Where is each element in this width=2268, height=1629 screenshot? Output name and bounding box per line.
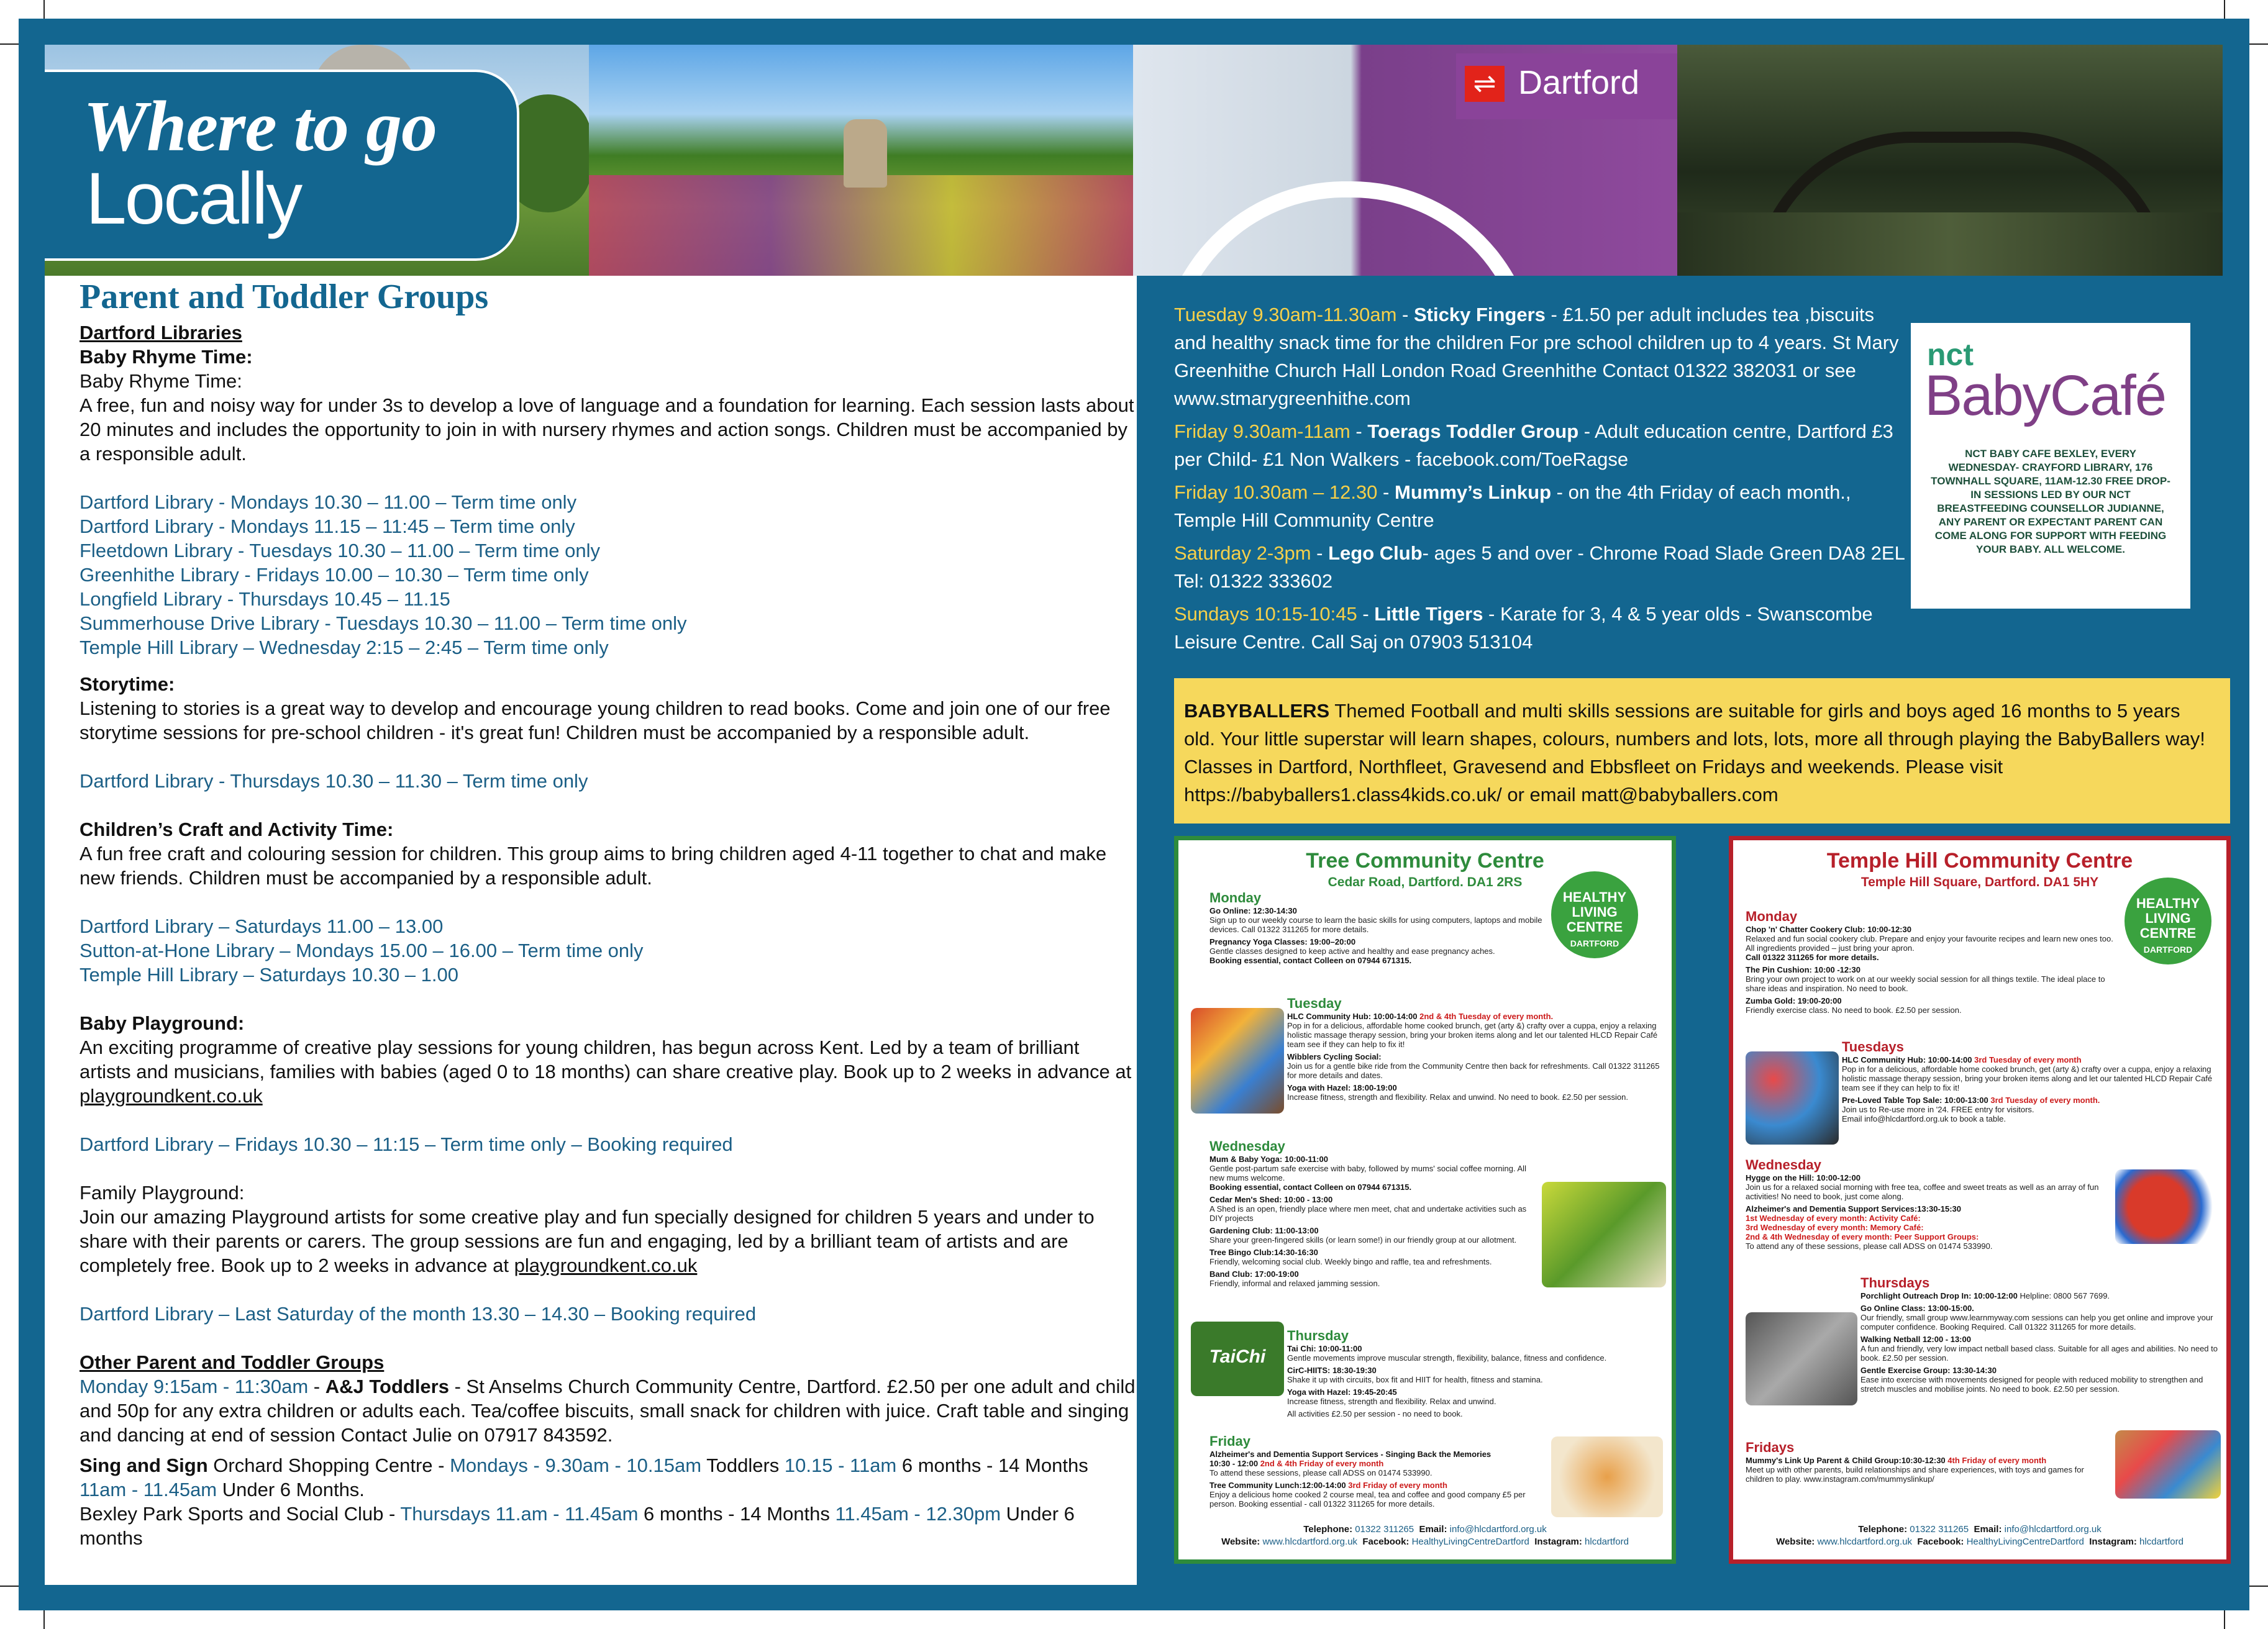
- event-title: Alzheimer's and Dementia Support Services - Singing Back the Memories: [1209, 1450, 1492, 1459]
- bp-t1: Bexley Park Sports and Social Club -: [80, 1503, 401, 1525]
- craft-desc: A fun free craft and colouring session for children. This group aims to bring children aged 4-11 together to chat and make new friends. Children must be accompanied by a responsible adult.: [80, 843, 1107, 889]
- babyballers-name: BABYBALLERS: [1184, 700, 1330, 722]
- day-label: Fridays: [1746, 1440, 1795, 1455]
- babycafe-desc: NCT BABY CAFE BEXLEY, EVERY WEDNESDAY- CRAYFORD LIBRARY, 176 TOWNHALL SQUARE, 11AM-12.30 FREE DROP-IN SESSIONS LED BY OUR NCT BREASTFEEDING COUNSELLOR JUDIANNE, ANY PARENT OR EXPECTANT PARENT CAN COME ALONG FOR SUPPORT WITH FEEDING YOUR BABY. ALL WELCOME.: [1931, 448, 2170, 555]
- fb-link[interactable]: HealthyLivingCentreDartford: [1411, 1536, 1529, 1547]
- event-title: Mum & Baby Yoga: 10:00-11:00: [1209, 1155, 1328, 1164]
- event-desc: Friendly, welcoming social club. Weekly bingo and raffle, tea and refreshments.: [1209, 1257, 1492, 1266]
- event-desc: Gentle movements improve muscular strength, flexibility, balance, fitness and confidence.: [1287, 1353, 1607, 1363]
- temple-centre-address: Temple Hill Square, Dartford. DA1 5HY: [1860, 875, 2099, 889]
- event-desc: Increase fitness, strength and flexibility. Relax and unwind. No need to book. £2.50 per session.: [1287, 1092, 1628, 1102]
- fb-label: Facebook:: [1362, 1536, 1410, 1547]
- event-title: Go Online: 12:30-14:30: [1209, 906, 1297, 915]
- tree-friday: [1209, 1433, 1545, 1512]
- event-desc: All activities £2.50 per session - no need to book.: [1287, 1409, 1463, 1418]
- bp-t2: Thursdays 11.am - 11.45am: [400, 1503, 639, 1525]
- lego-time: Saturday 2-3pm: [1174, 542, 1311, 564]
- event-desc: Join us to Re-use more in '24. FREE entry for visitors.: [1842, 1105, 2034, 1114]
- sing-and-sign: [80, 1453, 1136, 1502]
- spacer: [80, 793, 1136, 817]
- right-text: [1174, 301, 1907, 661]
- event-desc: Booking essential, contact Colleen on 07944 671315.: [1209, 956, 1412, 965]
- toys-icon: [2115, 1430, 2221, 1499]
- left-content: [80, 276, 1136, 1550]
- linkup-sep: -: [1377, 481, 1395, 503]
- spacer: [80, 466, 1136, 490]
- ss-t4: 10.15 - 11am: [784, 1454, 897, 1476]
- session-item: Dartford Library – Saturdays 11.00 – 13.00: [80, 915, 444, 937]
- event-desc: Helpline: 0800 567 7699.: [2020, 1291, 2110, 1300]
- event-note: 1st Wednesday of every month: Activity Café:: [1746, 1214, 1921, 1223]
- baby-rhyme-desc: A free, fun and noisy way for under 3s to develop a love of language and a foundation for learning. Each session lasts about 20 minutes and includes the opportunity to join in with nursery rhymes and action songs. Children must be accompanied by a responsible adult.: [80, 394, 1134, 465]
- logo-text: [1551, 890, 1638, 950]
- station-photo: [1133, 45, 1677, 276]
- tree-centre-card: [1174, 836, 1676, 1564]
- event-desc: Gentle classes designed to keep active and healthy and ease pregnancy aches.: [1209, 946, 1495, 956]
- email-label: Email:: [1419, 1524, 1447, 1535]
- tree-centre-address: Cedar Road, Dartford. DA1 2RS: [1328, 875, 1523, 889]
- paintbrush-icon: [1191, 1008, 1284, 1114]
- temple-footer: [1733, 1523, 2226, 1548]
- event-title: Gentle Exercise Group: 13:30-14:30: [1860, 1366, 1997, 1375]
- tai-chi-label: TaiChi: [1209, 1346, 1266, 1367]
- laptop-icon: [1746, 1312, 1857, 1405]
- ig-link[interactable]: hlcdartford: [1585, 1536, 1629, 1547]
- craft-title: Children’s Craft and Activity Time:: [80, 819, 394, 840]
- temple-wednesday: [1746, 1157, 2112, 1254]
- urn-shape: [844, 119, 887, 188]
- fb-label: Facebook:: [1917, 1536, 1964, 1547]
- temple-centre-title: Temple Hill Community Centre: [1826, 849, 2133, 873]
- event-desc: Shake it up with circuits, box fit and HIIT for health, fitness and stamina.: [1287, 1375, 1543, 1384]
- day-label: Monday: [1746, 909, 1798, 924]
- event-desc: Bring your own project to work on at our weekly social session for all things textile. The ideal place to share ideas and inspiration. No need to book.: [1746, 974, 2105, 993]
- ss-t1: Orchard Shopping Centre -: [207, 1454, 450, 1476]
- day-label: Friday: [1209, 1433, 1251, 1449]
- event-title: 10:30 - 12:00: [1209, 1459, 1259, 1468]
- event-desc: Meet up with other parents, build relationships and share experiences, with toys and games for children to play. www.instagram.com/mummyslinkup/: [1746, 1465, 2084, 1484]
- lego-club: [1174, 539, 1907, 595]
- day-label: Thursdays: [1860, 1275, 1930, 1291]
- sticky-name: Sticky Fingers: [1414, 304, 1546, 325]
- session-item: Temple Hill Library – Wednesday 2:15 – 2:45 – Term time only: [80, 637, 609, 658]
- event-title: Porchlight Outreach Drop In: 10:00-12:00: [1860, 1291, 2018, 1300]
- pie-icon: [1551, 1436, 1663, 1517]
- event-title: Go Online Class: 13:00-15:00.: [1860, 1304, 1974, 1313]
- ig-link[interactable]: hlcdartford: [2139, 1536, 2184, 1547]
- event-desc: Email info@hlcdartford.org.uk to book a table.: [1842, 1114, 2006, 1123]
- aj-toddlers: [80, 1374, 1136, 1447]
- session-item: Fleetdown Library - Tuesdays 10.30 – 11.00 – Term time only: [80, 540, 601, 561]
- water-shape: [1677, 212, 2223, 276]
- event-desc: Share your green-fingered skills (or learn some!) in our friendly group at our allotment.: [1209, 1235, 1517, 1245]
- ss-t5: 6 months - 14 Months: [896, 1454, 1088, 1476]
- spacer: [80, 660, 1136, 672]
- family-desc: [80, 1205, 1136, 1277]
- babycafe-logo: BabyCafé: [1924, 364, 2166, 427]
- logo-l2: LIVING: [1572, 904, 1618, 920]
- playground-desc: [80, 1035, 1136, 1108]
- event-title: Zumba Gold: 19:00-20:00: [1746, 996, 1842, 1005]
- day-label: Thursday: [1287, 1328, 1349, 1343]
- event-title: Tree Bingo Club:14:30-16:30: [1209, 1248, 1318, 1257]
- spacer: [80, 890, 1136, 914]
- nct-logo: nct: [1927, 337, 1974, 372]
- event-desc: Enjoy a delicious home cooked 2 course meal, tea and coffee and good company £5 per person. Booking essential - call 01322 311265 for more details.: [1209, 1490, 1526, 1509]
- event-title: HLC Community Hub: 10:00-14:00: [1287, 1012, 1418, 1021]
- babyballers-box: [1174, 678, 2230, 824]
- station-sign: [1456, 53, 1677, 119]
- event-title: Mummy's Link Up Parent & Child Group:10:30-12:30: [1746, 1456, 1946, 1465]
- session-item: Longfield Library - Thursdays 10.45 – 11.15: [80, 588, 450, 610]
- event-desc: Our friendly, small group www.learnmyway.com sessions can help you get online and improve your computer confidence. Booking Required. Call 01322 311265 for more details.: [1860, 1313, 2213, 1332]
- gardening-icon: [1542, 1182, 1666, 1287]
- event-title: Tai Chi: 10:00-11:00: [1287, 1344, 1362, 1353]
- event-desc: Pop in for a delicious, affordable home cooked brunch, get (arty &) crafty over a cuppa, enjoy a relaxing holistic massage therapy session, bring your broken items along and let our talented HLCD Repair Café team see if they can help to fix it!: [1287, 1021, 1658, 1049]
- playground-link[interactable]: playgroundkent.co.uk: [80, 1085, 263, 1107]
- healthy-living-logo: [2125, 878, 2211, 971]
- event-note: 4th Friday of every month: [1947, 1456, 2047, 1465]
- tigers-name: Little Tigers: [1374, 603, 1483, 625]
- web-link[interactable]: www.hlcdartford.org.uk: [1262, 1536, 1358, 1547]
- event-desc: Relaxed and fun social cookery club. Prepare and enjoy your favourite recipes and learn new ones too. All ingredients provided – just bring your apron.: [1746, 934, 2113, 953]
- storytime-desc: Listening to stories is a great way to develop and encourage young children to read books. Come and join one of our free storytime sessions for pre-school children - it's great fun! Children must be accompanied by a responsible adult.: [80, 697, 1111, 743]
- tel-value: 01322 311265: [1355, 1524, 1414, 1535]
- event-title: CirC-HIITS: 18:30-19:30: [1287, 1366, 1377, 1375]
- baby-rhyme-subtitle: Baby Rhyme Time:: [80, 370, 242, 392]
- other-groups-title: Other Parent and Toddler Groups: [80, 1351, 385, 1373]
- temple-thursday: [1860, 1275, 2224, 1397]
- event-desc: Join us for a relaxed social morning with free tea, coffee and sweet treats as well as an array of fun activities! No need to book, just come along.: [1746, 1182, 2099, 1201]
- bp-t3: 6 months - 14 Months: [638, 1503, 836, 1525]
- ss-t6: 11am - 11.45am: [80, 1479, 217, 1500]
- email-link[interactable]: info@hlcdartford.org.uk: [1449, 1524, 1547, 1535]
- spacer: [80, 1447, 1136, 1453]
- table-tennis-icon: [2115, 1169, 2221, 1244]
- event-note: 3rd Tuesday of every month.: [1990, 1096, 2100, 1105]
- event-note: 3rd Wednesday of every month: Memory Café:: [1746, 1223, 1924, 1232]
- temple-centre-card: [1729, 836, 2231, 1564]
- event-title: Pre-Loved Table Top Sale: 10:00-13:00: [1842, 1096, 1988, 1105]
- family-link[interactable]: playgroundkent.co.uk: [514, 1255, 698, 1276]
- logo-text: [2125, 896, 2211, 956]
- station-sign-text: Dartford: [1518, 64, 1640, 101]
- bp-t5: Under 6 months: [80, 1503, 1075, 1549]
- aj-desc: - St Anselms Church Community Centre, Dartford. £2.50 per one adult and child and 50p for any extra children or adults each. Tea/coffee biscuits, small snack for children with juice. Craft table and singing and dancing at end of session Contact Julie on 07917 843592.: [80, 1376, 1136, 1446]
- tree-tuesday: [1287, 996, 1666, 1105]
- flower-bed-shape: [589, 175, 1133, 276]
- logo-l1: HEALTHY: [1562, 889, 1627, 905]
- aj-name: A&J Toddlers: [325, 1376, 449, 1397]
- bp-t4: 11.45am - 12.30pm: [835, 1503, 1001, 1525]
- aj-time: Monday 9:15am - 11:30am: [80, 1376, 309, 1397]
- toerags-desc: - Adult education centre, Dartford £3 per Child- £1 Non Walkers - facebook.com/ToeRagse: [1174, 420, 1893, 470]
- babyballers-desc: Themed Football and multi skills sessions are suitable for girls and boys aged 16 months to 5 years old. Your little superstar will learn shapes, colours, numbers and lots, lots, more all through playing the BabyBallers way! Classes in Dartford, Northfleet, Gravesend and Ebbsfleet on Fridays and weekends. Please visit https://babyballers1.class4kids.co.uk/ or email matt@babyballers.com: [1184, 700, 2205, 805]
- spacer: [80, 1108, 1136, 1132]
- web-label: Website:: [1776, 1536, 1815, 1547]
- event-desc: To attend any of these sessions, please call ADSS on 01474 533990.: [1746, 1241, 1993, 1251]
- session-item: Dartford Library - Mondays 10.30 – 11.00 – Term time only: [80, 491, 577, 513]
- linkup-desc: - on the 4th Friday of each month., Temple Hill Community Centre: [1174, 481, 1851, 531]
- event-title: Yoga with Hazel: 19:45-20:45: [1287, 1387, 1397, 1397]
- tigers-sep: -: [1357, 603, 1375, 625]
- ss-t3: Toddlers: [701, 1454, 785, 1476]
- logo-l1: HEALTHY: [2136, 896, 2200, 911]
- event-desc: Gentle post-partum safe exercise with baby, followed by mums' social coffee morning. All new mums welcome.: [1209, 1164, 1526, 1182]
- bexley-park: [80, 1502, 1136, 1550]
- painted-stones-icon: [1746, 1051, 1839, 1145]
- event-desc: Join us for a gentle bike ride from the Community Centre then back for refreshments. Call 01322 311265 for more details and dates.: [1287, 1061, 1660, 1080]
- ss-t2: Mondays - 9.30am - 10.15am: [450, 1454, 702, 1476]
- email-label: Email:: [1974, 1524, 2002, 1535]
- email-link[interactable]: info@hlcdartford.org.uk: [2004, 1524, 2102, 1535]
- event-desc: Friendly exercise class. No need to book. £2.50 per session.: [1746, 1005, 1962, 1015]
- babyballers-text: [1184, 697, 2215, 809]
- day-label: Wednesday: [1209, 1138, 1285, 1154]
- event-title: Wibblers Cycling Social:: [1287, 1052, 1382, 1061]
- arch-shape: [1158, 181, 1538, 276]
- session-item: Dartford Library - Thursdays 10.30 – 11.30 – Term time only: [80, 770, 588, 792]
- rail-icon: ⇌: [1465, 66, 1505, 102]
- toerags-name: Toerags Toddler Group: [1367, 420, 1579, 442]
- event-desc: To attend these sessions, please call ADSS on 01474 533990.: [1209, 1468, 1432, 1477]
- sticky-fingers: [1174, 301, 1907, 412]
- title-line1: Where to go: [83, 87, 437, 166]
- family-desc-text: Join our amazing Playground artists for some creative play and fun specially designed for children 5 years and under to share with their parents or carers. The group sessions are fun and engaging, led by a brilliant team of artists and are completely free. Book up to 2 weeks in advance at: [80, 1206, 1095, 1276]
- event-desc: A fun and friendly, very low impact netball based class. Suitable for all ages and abilities. No need to book. £2.50 per session.: [1860, 1344, 2218, 1363]
- logo-l4: DARTFORD: [1570, 938, 1619, 948]
- event-title: Pregnancy Yoga Classes: 19:00–20:00: [1209, 937, 1356, 946]
- session-item: Dartford Library – Fridays 10.30 – 11:15 – Term time only – Booking required: [80, 1133, 733, 1155]
- spacer: [80, 1277, 1136, 1302]
- web-label: Website:: [1221, 1536, 1260, 1547]
- event-note: 3rd Tuesday of every month: [1974, 1055, 2082, 1064]
- ig-label: Instagram:: [2089, 1536, 2137, 1547]
- family-title: Family Playground:: [80, 1182, 245, 1204]
- playground-desc-text: An exciting programme of creative play sessions for young children, has begun across Kent. Led by a team of brilliant artists and musicians, families with babies (aged 0 to 18 months) can share creative play. Book up to 2 weeks in advance at: [80, 1037, 1132, 1082]
- session-item: Dartford Library – Last Saturday of the month 13.30 – 14.30 – Booking required: [80, 1303, 757, 1325]
- event-desc: Call 01322 311265 for more details.: [1746, 953, 1879, 962]
- logo-l3: CENTRE: [2139, 925, 2197, 941]
- session-item: Greenhithe Library - Fridays 10.00 – 10.30 – Term time only: [80, 564, 589, 586]
- ss-t7: Under 6 Months.: [217, 1479, 365, 1500]
- lego-name: Lego Club: [1328, 542, 1423, 564]
- playground-title: Baby Playground:: [80, 1012, 245, 1034]
- tel-label: Telephone:: [1858, 1524, 1908, 1535]
- tree-monday: [1209, 890, 1545, 968]
- event-desc: Ease into exercise with movements designed for people with reduced mobility to strengthen and stretch muscles and mobilise joints. No need to book. £2.50 per session.: [1860, 1375, 2203, 1394]
- toerags-sep: -: [1350, 420, 1368, 442]
- toerags-time: Friday 9.30am-11am: [1174, 420, 1350, 442]
- event-title: Gardening Club: 11:00-13:00: [1209, 1226, 1319, 1235]
- tree-footer: [1178, 1523, 1672, 1548]
- linkup-name: Mummy’s Linkup: [1395, 481, 1552, 503]
- title-line2: Locally: [86, 158, 301, 240]
- event-title: HLC Community Hub: 10:00-14:00: [1842, 1055, 1972, 1064]
- event-desc: A Shed is an open, friendly place where men meet, chat and undertake activities such as DIY projects: [1209, 1204, 1527, 1223]
- garden-photo: [589, 45, 1133, 276]
- tel-value: 01322 311265: [1910, 1524, 1969, 1535]
- event-note: 2nd & 4th Friday of every month: [1260, 1459, 1384, 1468]
- logo-l4: DARTFORD: [2143, 945, 2193, 955]
- tigers-time: Sundays 10:15-10:45: [1174, 603, 1357, 625]
- linkup-time: Friday 10.30am – 12.30: [1174, 481, 1378, 503]
- little-tigers: [1174, 600, 1907, 656]
- healthy-living-logo: [1551, 871, 1638, 964]
- event-title: The Pin Cushion: 10:00 -12:30: [1746, 965, 1860, 974]
- event-title: Band Club: 17:00-19:00: [1209, 1269, 1299, 1279]
- spacer: [80, 745, 1136, 769]
- section-heading: Parent and Toddler Groups: [80, 278, 489, 316]
- spacer: [80, 1156, 1136, 1181]
- event-desc: Sign up to our weekly course to learn the basic skills for using computers, laptops and mobile devices. Call 01322 311265 for more details.: [1209, 915, 1542, 934]
- baby-rhyme-title: Baby Rhyme Time:: [80, 346, 253, 368]
- event-desc: Increase fitness, strength and flexibility. Relax and unwind.: [1287, 1397, 1496, 1406]
- session-item: Sutton-at-Hone Library – Mondays 15.00 – 16.00 – Term time only: [80, 940, 644, 961]
- logo-l3: CENTRE: [1566, 919, 1623, 935]
- event-title: Chop 'n' Chatter Cookery Club: 10:00-12:30: [1746, 925, 1911, 934]
- title-box: [45, 70, 519, 261]
- event-title: Walking Netball 12:00 - 13:00: [1860, 1335, 1971, 1344]
- tree-centre-title: Tree Community Centre: [1306, 849, 1544, 873]
- event-desc: Booking essential, contact Colleen on 07944 671315.: [1209, 1182, 1412, 1192]
- bridge-photo: [1677, 45, 2223, 276]
- event-title: Tree Community Lunch:12:00-14:00: [1209, 1481, 1346, 1490]
- day-label: Monday: [1209, 890, 1262, 905]
- libraries-heading: Dartford Libraries: [80, 322, 242, 343]
- event-title: Yoga with Hazel: 18:00-19:00: [1287, 1083, 1397, 1092]
- day-label: Tuesday: [1287, 996, 1342, 1011]
- tree-thursday: [1287, 1328, 1666, 1422]
- ig-label: Instagram:: [1534, 1536, 1582, 1547]
- tel-label: Telephone:: [1303, 1524, 1353, 1535]
- day-label: Tuesdays: [1842, 1039, 1904, 1055]
- event-title: Cedar Men's Shed: 10:00 - 13:00: [1209, 1195, 1333, 1204]
- fb-link[interactable]: HealthyLivingCentreDartford: [1966, 1536, 2084, 1547]
- mummys-linkup: [1174, 478, 1907, 534]
- sticky-sep: -: [1396, 304, 1414, 325]
- aj-sep: -: [308, 1376, 326, 1397]
- event-title: Alzheimer's and Dementia Support Services:13:30-15:30: [1746, 1204, 1962, 1214]
- session-item: Dartford Library - Mondays 11.15 – 11:45 – Term time only: [80, 515, 575, 537]
- temple-tuesday: [1842, 1039, 2221, 1127]
- event-desc: Friendly, informal and relaxed jamming session.: [1209, 1279, 1380, 1288]
- lego-desc: - ages 5 and over - Chrome Road Slade Green DA8 2EL Tel: 01322 333602: [1174, 542, 1905, 592]
- lego-sep: -: [1311, 542, 1329, 564]
- babycafe-box: [1911, 323, 2190, 609]
- storytime-title: Storytime:: [80, 673, 175, 695]
- sticky-desc: - £1.50 per adult includes tea ,biscuits and healthy snack time for the children For pre school children up to 4 years. St Mary Greenhithe Church Hall London Road Greenhithe Contact 01322 382031 or see www.stmarygreenhithe.com: [1174, 304, 1899, 409]
- spacer: [80, 1326, 1136, 1350]
- spacer: [80, 987, 1136, 1011]
- web-link[interactable]: www.hlcdartford.org.uk: [1817, 1536, 1913, 1547]
- event-note: 3rd Friday of every month: [1348, 1481, 1447, 1490]
- tigers-desc: - Karate for 3, 4 & 5 year olds - Swanscombe Leisure Centre. Call Saj on 07903 513104: [1174, 603, 1873, 653]
- logo-l2: LIVING: [2145, 910, 2191, 926]
- tree-wednesday: [1209, 1138, 1532, 1291]
- sticky-time: Tuesday 9.30am-11.30am: [1174, 304, 1397, 325]
- session-item: Summerhouse Drive Library - Tuesdays 10.30 – 11.00 – Term time only: [80, 612, 687, 634]
- temple-monday: [1746, 909, 2118, 1018]
- event-desc: Pop in for a delicious, affordable home cooked brunch, get (arty &) crafty over a cuppa, enjoy a relaxing holistic massage therapy session, bring your broken items along and let our talented HLCD Repair Café team see if they can help to fix it!: [1842, 1064, 2213, 1092]
- temple-friday: [1746, 1440, 2112, 1487]
- ss-name: Sing and Sign: [80, 1454, 208, 1476]
- session-item: Temple Hill Library – Saturdays 10.30 – 1.00: [80, 964, 458, 986]
- event-note: 2nd & 4th Wednesday of every month: Peer Support Groups:: [1746, 1232, 1979, 1241]
- event-note: 2nd & 4th Tuesday of every month.: [1419, 1012, 1554, 1021]
- tai-chi-icon: [1191, 1322, 1284, 1396]
- event-title: Hygge on the Hill: 10:00-12:00: [1746, 1173, 1860, 1182]
- toerags: [1174, 417, 1907, 473]
- left-panel: [45, 276, 1137, 1585]
- day-label: Wednesday: [1746, 1157, 1821, 1173]
